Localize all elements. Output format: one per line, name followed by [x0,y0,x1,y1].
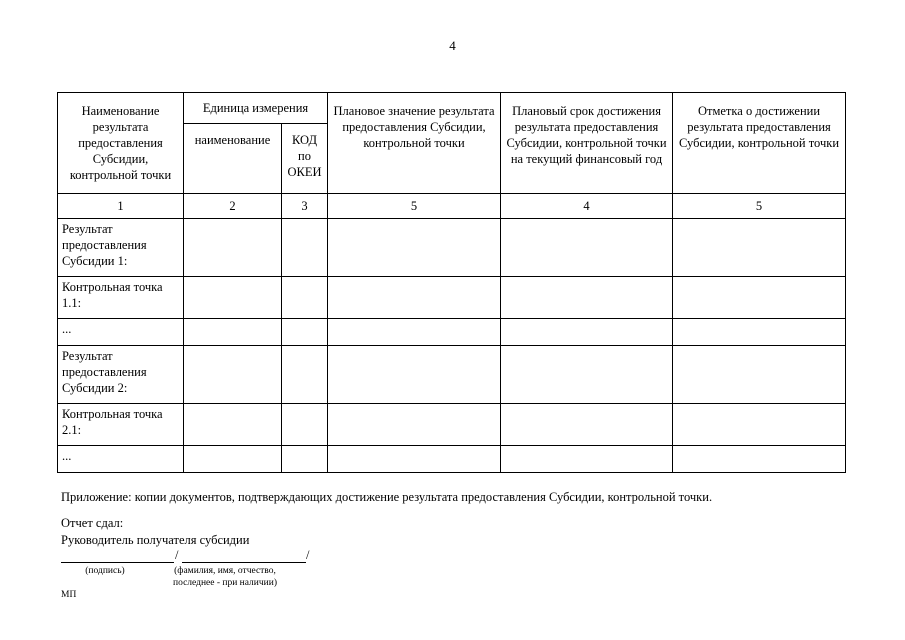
table-cell [501,346,673,404]
table-cell [282,404,328,446]
header-plan-value: Плановое значение результата предоставления Субсидии, контрольной точки [328,93,501,194]
name-line [182,562,306,563]
table-cell [501,446,673,473]
row-label: Контрольная точка 2.1: [58,404,184,446]
table-row [58,219,846,277]
report-table [57,92,846,473]
table-cell [282,346,328,404]
attachment-note: Приложение: копии документов, подтверждающих достижение результата предоставления Субсидии, контрольной точки. [61,490,713,504]
table-row [58,319,846,346]
column-number: 5 [328,194,501,219]
table-row [58,446,846,473]
table-cell [184,346,282,404]
table-cell [673,319,846,346]
header-unit-name: наименование [184,124,282,194]
table-cell [501,319,673,346]
name-caption: (фамилия, имя, отчество, последнее - при наличии) [173,566,277,589]
column-number: 4 [501,194,673,219]
table-cell [501,404,673,446]
header-achievement-mark: Отметка о достижении результата предоставления Субсидии, контрольной точки [673,93,846,194]
table-cell [282,219,328,277]
table-cell [328,446,501,473]
table-cell [501,219,673,277]
table-cell [673,219,846,277]
header-unit-code: КОД по ОКЕИ [282,124,328,194]
table-cell [328,277,501,319]
table-cell [282,277,328,319]
row-label: Контрольная точка 1.1: [58,277,184,319]
table-cell [673,277,846,319]
header-plan-term: Плановый срок достижения результата предоставления Субсидии, контрольной точки на текущий финансовый год [501,93,673,194]
signature-line [61,562,174,563]
table-cell [328,404,501,446]
row-label: ... [58,319,184,346]
table-cell [328,346,501,404]
recipient-head-label: Руководитель получателя субсидии [61,533,250,547]
row-label: Результат предоставления Субсидии 2: [58,346,184,404]
table-cell [184,319,282,346]
table-cell [184,277,282,319]
table-cell [282,446,328,473]
table-cell [184,219,282,277]
header-result-name: Наименование результата предоставления Субсидии, контрольной точки [58,93,184,194]
separator-slash: / [175,548,179,562]
table-cell [501,277,673,319]
signature-caption: (подпись) [85,566,125,576]
header-unit-group: Единица измерения [184,93,328,124]
table-cell [673,404,846,446]
row-label: ... [58,446,184,473]
column-number: 3 [282,194,328,219]
table-cell [282,319,328,346]
table-row [58,404,846,446]
table-cell [184,446,282,473]
table-cell [328,219,501,277]
row-label: Результат предоставления Субсидии 1: [58,219,184,277]
column-number: 2 [184,194,282,219]
stamp-place-label: МП [61,590,77,600]
table-cell [673,346,846,404]
column-number: 1 [58,194,184,219]
table-cell [673,446,846,473]
page-number: 4 [449,38,456,53]
table-row [58,277,846,319]
table-cell [328,319,501,346]
separator-slash: / [306,548,310,562]
report-submitted-label: Отчет сдал: [61,516,124,530]
column-number: 5 [673,194,846,219]
table-row [58,346,846,404]
table-cell [184,404,282,446]
